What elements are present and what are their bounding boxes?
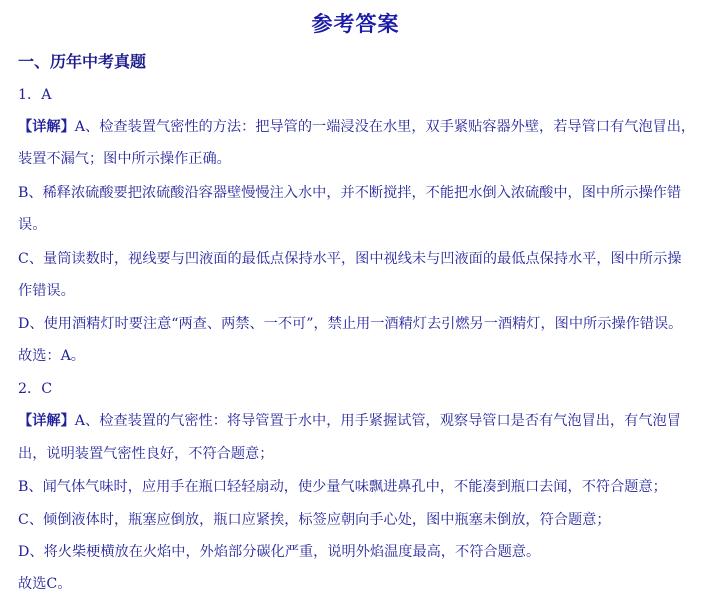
question-2-line-1 (18, 411, 681, 431)
question-1-line-5: C、量筒读数时，视线要与凹液面的最低点保持水平，图中视线未与凹液面的最低点保持水平，图中所示操 (18, 251, 682, 267)
question-2-line-5: D、将火柴梗横放在火焰中，外焰部分碳化严重，说明外焰温度最高，不符合题意。 (18, 544, 541, 560)
question-1-answer: 故选：A。 (18, 348, 85, 364)
detail-tag: 【详解】 (18, 119, 75, 135)
question-2-line-4: C、倾倒液体时，瓶塞应倒放，瓶口应紧挨，标签应朝向手心处，图中瓶塞未倒放，符合题意； (18, 512, 611, 528)
page-title: 参考答案 (311, 11, 400, 36)
question-2-number: 2．C (18, 381, 53, 397)
question-1-line-4: 误。 (18, 217, 47, 233)
section-heading: 一、历年中考真题 (18, 52, 147, 71)
detail-tag: 【详解】 (18, 413, 75, 429)
question-2-line-3: B、闻气体气味时，应用手在瓶口轻轻扇动，使少量气味飘进鼻孔中，不能凑到瓶口去闻，不符合题意； (18, 479, 667, 495)
question-2-answer: 故选C。 (18, 576, 72, 592)
question-2-text-1: A、检查装置的气密性：将导管置于水中，用手紧握试管，观察导管口是否有气泡冒出，有气泡冒 (74, 413, 681, 429)
question-1-line-1 (18, 117, 695, 137)
question-1-line-6: 作错误。 (18, 283, 75, 299)
question-1-line-7: D、使用酒精灯时要注意“两查、两禁、一不可”，禁止用一酒精灯去引燃另一酒精灯，图中所示操作错误。 (18, 316, 683, 332)
question-1-text-1: A、检查装置气密性的方法：把导管的一端浸没在水里，双手紧贴容器外壁，若导管口有气泡冒出， (74, 119, 696, 135)
question-1-line-3: B、稀释浓硫酸要把浓硫酸沿容器壁慢慢注入水中，并不断搅拌，不能把水倒入浓硫酸中，图中所示操作错 (18, 185, 682, 201)
question-1-number: 1．A (18, 87, 52, 103)
question-1-line-2: 装置不漏气；图中所示操作正确。 (18, 151, 231, 167)
question-2-line-2: 出，说明装置气密性良好，不符合题意； (18, 446, 274, 462)
